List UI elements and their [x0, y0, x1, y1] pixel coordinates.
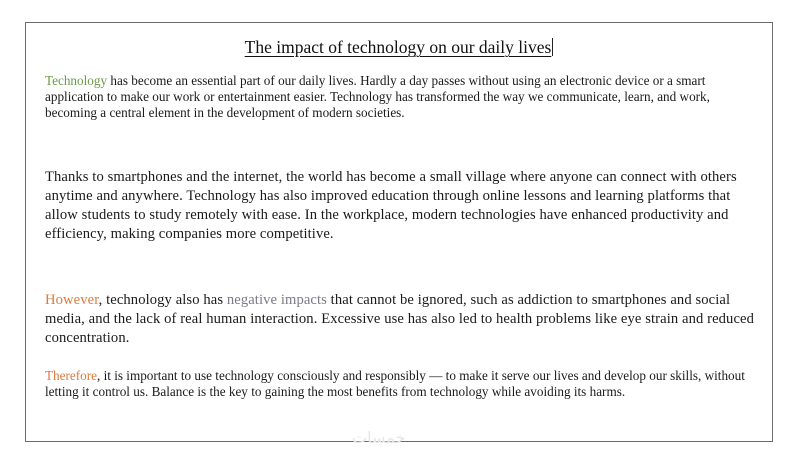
paragraph-4 [45, 368, 757, 400]
paragraph-2-text: Thanks to smartphones and the internet, the world has become a small village where anyone can connect with others anytime and anywhere. Technology has also improved education through online lessons and learning platforms that allow students to study remotely with ease. In the workplace, modern technologies have enhanced productivity and efficiency, making companies more competitive. [45, 169, 737, 242]
paragraph-3-text-a: , technology also has [98, 292, 227, 308]
highlight-therefore: Therefore [45, 368, 97, 383]
paragraph-4-text: , it is important to use technology consciously and responsibly — to make it serve our lives and develop our skills, without letting it control us. Balance is the key to gaining the most benefits from technology while avoiding its harms. [45, 368, 745, 399]
paragraph-1 [45, 73, 757, 121]
highlight-however: However [45, 292, 99, 308]
document-page[interactable] [25, 22, 773, 442]
paragraph-2 [45, 168, 757, 244]
highlight-negative-impacts: negative impacts [226, 292, 327, 308]
document-title [26, 37, 772, 58]
highlight-technology: Technology [45, 73, 108, 88]
watermark-logo: خمسات [352, 428, 406, 447]
document-title-text: The impact of technology on our daily lives [244, 37, 552, 57]
text-cursor [552, 38, 553, 56]
paragraph-3-text-b: that cannot be ignored, such as addiction to smartphones and social media, and the lack of real human interaction. Excessive use has also led to health problems like eye strain and reduced concentration. [45, 292, 755, 346]
paragraph-1-text: has become an essential part of our daily lives. Hardly a day passes without using an electronic device or a smart application to make our work or entertainment easier. Technology has transformed the way we communicate, learn, and work, becoming a central element in the development of modern societies. [45, 73, 710, 120]
paragraph-3 [45, 291, 757, 348]
